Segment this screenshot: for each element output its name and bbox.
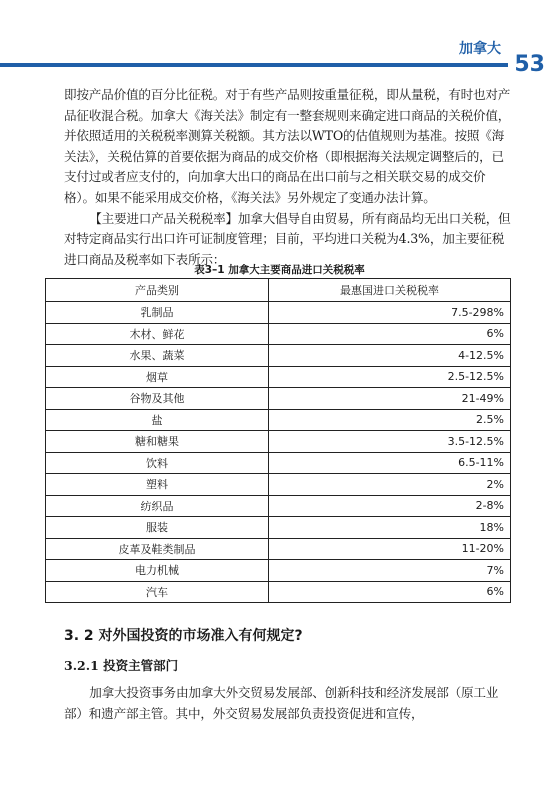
category-cell: 烟草	[46, 366, 269, 388]
category-cell: 木材、鲜花	[46, 323, 269, 345]
rate-cell: 21-49%	[269, 388, 511, 410]
table-caption: 表3–1 加拿大主要商品进口关税税率	[194, 264, 365, 276]
table-row	[46, 366, 511, 388]
category-cell: 汽车	[46, 581, 269, 603]
tariff-table	[45, 278, 511, 603]
table-row	[46, 388, 511, 410]
table-row	[46, 495, 511, 517]
rate-cell: 2%	[269, 474, 511, 496]
category-cell: 谷物及其他	[46, 388, 269, 410]
body-text	[64, 85, 511, 270]
category-cell: 糖和糖果	[46, 431, 269, 453]
header-rule	[0, 63, 508, 67]
page-number: 53	[514, 52, 545, 77]
rate-cell: 6%	[269, 323, 511, 345]
rate-cell: 2.5-12.5%	[269, 366, 511, 388]
table-row	[46, 452, 511, 474]
rate-cell: 7%	[269, 560, 511, 582]
running-title: 加拿大	[459, 41, 501, 57]
category-cell: 纺织品	[46, 495, 269, 517]
rate-cell: 6%	[269, 581, 511, 603]
table-row	[46, 517, 511, 539]
rate-cell: 6.5-11%	[269, 452, 511, 474]
column-header-rate: 最惠国进口关税税率	[269, 279, 511, 302]
category-cell: 水果、蔬菜	[46, 345, 269, 367]
category-cell: 皮革及鞋类制品	[46, 538, 269, 560]
table-row	[46, 538, 511, 560]
rate-cell: 11-20%	[269, 538, 511, 560]
table-row	[46, 323, 511, 345]
table-header-row	[46, 279, 511, 302]
rate-cell: 2-8%	[269, 495, 511, 517]
category-cell: 服装	[46, 517, 269, 539]
rate-cell: 7.5-298%	[269, 302, 511, 324]
paragraph-customs-valuation: 即按产品价值的百分比征税。对于有些产品则按重量征税，即从量税，有时也对产品征收混合税。加拿大《海关法》制定有一整套规则来确定进口商品的关税价值，并依照适用的关税税率测算关税额。其方法以WTO的估值规则为基准。按照《海关法》，关税估算的首要依据为商品的成交价格（即根据海关法规定调整后的，已支付过或者应支付的，向加拿大出口的商品在出口前与之相关联交易的成交价格）。如果不能采用成交价格，《海关法》另外规定了变通办法计算。	[64, 87, 511, 205]
category-cell: 电力机械	[46, 560, 269, 582]
section-heading: 3. 2 对外国投资的市场准入有何规定?	[64, 628, 303, 644]
table-row	[46, 560, 511, 582]
table-row	[46, 431, 511, 453]
paragraph-tariff-intro: 【主要进口产品关税税率】加拿大倡导自由贸易，所有商品均无出口关税，但对特定商品实行出口许可证制度管理；目前，平均进口关税为4.3%，加主要征税进口商品及税率如下表所示：	[64, 210, 511, 267]
closing-text	[64, 683, 511, 724]
rate-cell: 3.5-12.5%	[269, 431, 511, 453]
table-row	[46, 302, 511, 324]
column-header-category: 产品类别	[46, 279, 269, 302]
category-cell: 盐	[46, 409, 269, 431]
table-row	[46, 581, 511, 603]
rate-cell: 2.5%	[269, 409, 511, 431]
paragraph-investment-authority: 加拿大投资事务由加拿大外交贸易发展部、创新科技和经济发展部（原工业部）和遗产部主管。其中，外交贸易发展部负责投资促进和宣传，	[64, 685, 499, 721]
table-row	[46, 474, 511, 496]
category-cell: 乳制品	[46, 302, 269, 324]
category-cell: 塑料	[46, 474, 269, 496]
rate-cell: 18%	[269, 517, 511, 539]
subsection-heading: 3.2.1 投资主管部门	[64, 658, 179, 673]
category-cell: 饮料	[46, 452, 269, 474]
table-row	[46, 345, 511, 367]
rate-cell: 4-12.5%	[269, 345, 511, 367]
table-row	[46, 409, 511, 431]
